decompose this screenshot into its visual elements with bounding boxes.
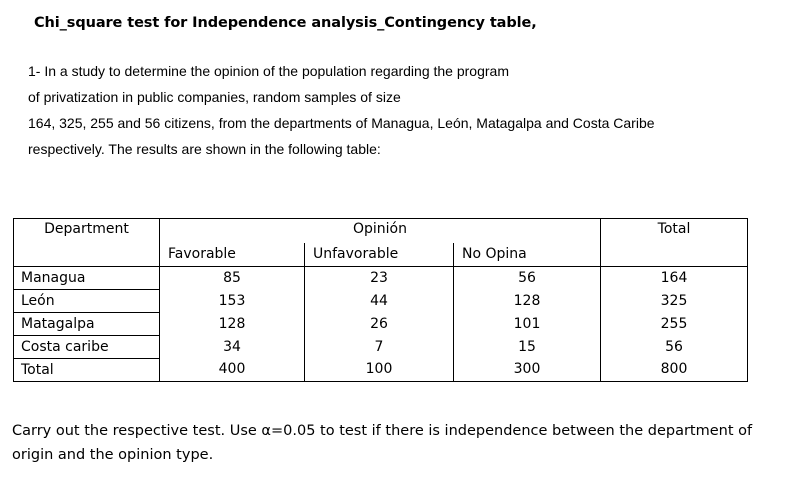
cell-value: 101 xyxy=(454,312,601,335)
table-row xyxy=(14,289,748,312)
cell-value: 85 xyxy=(160,266,305,289)
cell-value: 23 xyxy=(305,266,454,289)
cell-value: 56 xyxy=(454,266,601,289)
cell-value: 7 xyxy=(305,335,454,358)
cell-value: 26 xyxy=(305,312,454,335)
row-label: Total xyxy=(14,358,160,381)
row-label: Matagalpa xyxy=(14,312,160,335)
cell-value: 400 xyxy=(160,358,305,381)
problem-line: of privatization in public companies, random samples of size xyxy=(28,89,401,105)
cell-value: 128 xyxy=(160,312,305,335)
cell-value: 153 xyxy=(160,289,305,312)
problem-line: 164, 325, 255 and 56 citizens, from the departments of Managua, León, Matagalpa and Costa Caribe xyxy=(28,115,655,131)
subheader-favorable: Favorable xyxy=(160,243,305,266)
problem-statement xyxy=(28,61,655,165)
cell-value: 100 xyxy=(305,358,454,381)
cell-value: 800 xyxy=(601,358,748,381)
cell-value: 255 xyxy=(601,312,748,335)
header-department: Department xyxy=(14,219,160,267)
table-row-total xyxy=(14,358,748,381)
row-label: Managua xyxy=(14,266,160,289)
table-row xyxy=(14,266,748,289)
table-row xyxy=(14,312,748,335)
instruction-text: Carry out the respective test. Use α=0.05 to test if there is independence between the department of origin and the opinion type. xyxy=(12,423,753,463)
cell-value: 325 xyxy=(601,289,748,312)
cell-value: 44 xyxy=(305,289,454,312)
problem-line: 1- In a study to determine the opinion of the population regarding the program xyxy=(28,63,509,79)
row-label: León xyxy=(14,289,160,312)
contingency-table xyxy=(13,218,748,382)
cell-value: 15 xyxy=(454,335,601,358)
subheader-no-opina: No Opina xyxy=(454,243,601,266)
subheader-unfavorable: Unfavorable xyxy=(305,243,454,266)
cell-value: 300 xyxy=(454,358,601,381)
header-opinion: Opinión xyxy=(160,219,601,244)
cell-value: 34 xyxy=(160,335,305,358)
cell-value: 128 xyxy=(454,289,601,312)
header-total: Total xyxy=(601,219,748,267)
cell-value: 56 xyxy=(601,335,748,358)
table-row xyxy=(14,335,748,358)
row-label: Costa caribe xyxy=(14,335,160,358)
problem-line: respectively. The results are shown in the following table: xyxy=(28,141,381,157)
cell-value: 164 xyxy=(601,266,748,289)
page-title: Chi_square test for Independence analysis_Contingency table, xyxy=(34,15,537,31)
